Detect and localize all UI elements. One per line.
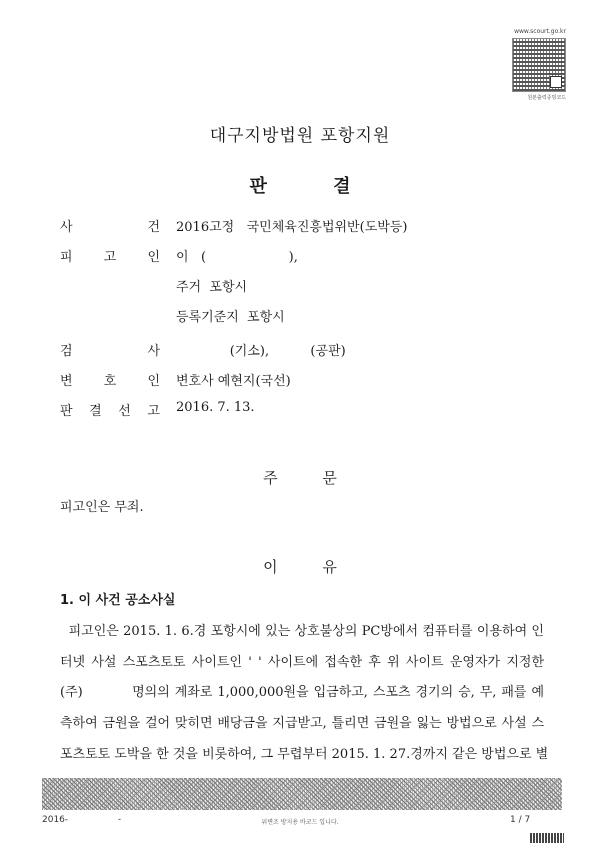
case-info-label <box>60 340 160 359</box>
case-info-value: (기소), (공판) <box>176 344 346 359</box>
order-heading: 주 문 <box>263 469 337 487</box>
label-char: 인 <box>147 250 160 265</box>
footer-case-number: 2016- <box>42 815 69 825</box>
label-char: 호 <box>103 374 117 389</box>
case-info-label <box>60 246 160 265</box>
label-char: 검 <box>60 344 73 359</box>
case-info-value: 이 ( ), <box>176 250 298 265</box>
qr-code-icon <box>512 38 566 92</box>
paragraph-line: (주) 명의의 계좌로 1,000,000원을 입금하고, 스포츠 경기의 승, 무, 패를 예 <box>60 685 544 700</box>
case-info-value: 2016고정 국민체육진흥법위반(도박등) <box>176 220 408 235</box>
paragraph-line: 포츠토토 도박을 한 것을 비롯하여, 그 무렵부터 2015. 1. 27.경까지 같은 방법으로 별 <box>60 747 549 762</box>
label-char: 결 <box>89 404 102 419</box>
label-char: 판 <box>60 404 73 419</box>
label-char: 고 <box>147 404 160 419</box>
document-title: 판 결 <box>249 176 351 197</box>
case-info-label <box>60 216 160 235</box>
stamp-caption: 원본출력증빙코드 <box>527 95 566 101</box>
stamp-url: www.scourt.go.kr <box>514 28 566 35</box>
paragraph-line: 피고인은 2015. 1. 6.경 포항시에 있는 상호불상의 PC방에서 컴퓨터를 이용하여 인 <box>60 624 544 639</box>
court-name: 대구지방법원 포항지원 <box>209 126 391 146</box>
page-number: 1 / 7 <box>510 815 531 825</box>
label-char: 피 <box>60 250 73 265</box>
label-char: 사 <box>60 220 73 235</box>
label-char: 인 <box>147 374 160 389</box>
label-char: 건 <box>147 220 160 235</box>
footer-barcode-mark <box>530 833 564 843</box>
case-info-value: 등록기준지 포항시 <box>176 310 285 325</box>
case-info-label <box>60 370 160 389</box>
paragraph-line: 측하여 금원을 걸어 맞히면 배당금을 지급받고, 틀리면 금원을 잃는 방법으로 사설 스 <box>60 716 544 731</box>
footer-dash: - <box>118 815 122 825</box>
label-char: 사 <box>147 344 160 359</box>
paragraph-line: 터넷 사설 스포츠토토 사이트인 ' ' 사이트에 접속한 후 위 사이트 운영자가 지정한 <box>60 655 544 670</box>
label-char: 선 <box>118 404 131 419</box>
footer-barcode-note: 위변조 방지용 바코드 입니다. <box>261 819 339 826</box>
anti-forgery-barcode <box>42 778 562 810</box>
verification-stamp <box>508 28 566 101</box>
label-char: 변 <box>60 374 73 389</box>
section-heading: 1. 이 사건 공소사실 <box>60 593 176 608</box>
case-info-value: 2016. 7. 13. <box>176 400 255 415</box>
reason-heading: 이 유 <box>263 558 337 576</box>
label-char: 고 <box>103 250 117 265</box>
case-info-label <box>60 400 160 419</box>
ruling-text: 피고인은 무죄. <box>60 500 144 515</box>
case-info-value: 주거 포항시 <box>176 280 248 295</box>
case-info-value: 변호사 예현지(국선) <box>176 374 291 389</box>
